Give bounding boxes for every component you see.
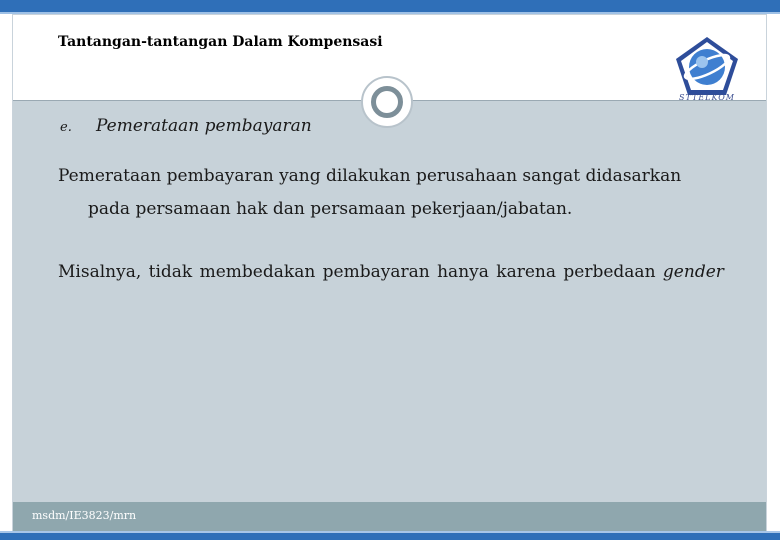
subheading [60, 116, 312, 136]
paragraph-1-line-2: pada persamaan hak dan persamaan pekerjaan/jabatan. [88, 199, 573, 219]
logo-wordmark: STTELKOM [679, 93, 735, 102]
ring-inner [371, 86, 403, 118]
paragraph-2-text: Misalnya, tidak membedakan pembayaran hanya karena perbedaan [58, 262, 663, 282]
bottom-accent-bar [0, 533, 780, 540]
slide-title: Tantangan-tantangan Dalam Kompensasi [58, 34, 383, 50]
ring-decoration-icon [361, 76, 413, 128]
paragraph-1 [58, 160, 758, 226]
subheading-letter: e. [60, 120, 72, 135]
paragraph-2-emphasis: gender [662, 262, 724, 282]
top-accent-bar [0, 0, 780, 12]
footer-label: msdm/IE3823/mrn [32, 509, 137, 522]
paragraph-2 [58, 256, 758, 289]
subheading-text: Pemerataan pembayaran [96, 116, 312, 136]
paragraph-1-line-1: Pemerataan pembayaran yang dilakukan perusahaan sangat didasarkan [58, 166, 682, 186]
